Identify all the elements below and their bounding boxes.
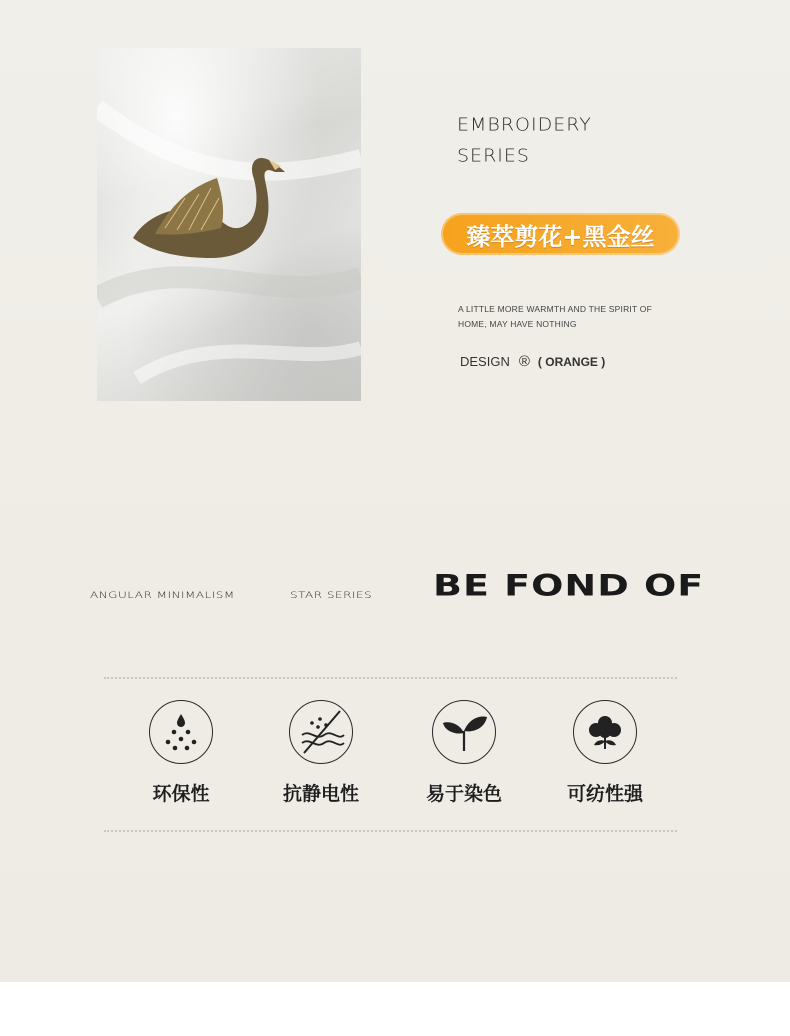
swan-embroidery-icon	[97, 48, 361, 401]
feature-spinnable-label: 可纺性强	[566, 783, 643, 805]
headline-be-fond-of: BE FOND OF	[433, 568, 705, 603]
design-credit	[460, 353, 605, 370]
feature-dyeable-label: 易于染色	[425, 783, 502, 805]
description-line1: A LITTLE MORE WARMTH AND THE SPIRIT OF	[458, 304, 652, 314]
feature-anti-static-circle	[289, 700, 353, 764]
cotton-flower-icon	[574, 701, 636, 763]
tag-angular-minimalism: ANGULAR MINIMALISM	[90, 589, 235, 601]
divider-top	[104, 677, 677, 679]
feature-dyeable-circle	[432, 700, 496, 764]
feature-eco-label: 环保性	[152, 783, 210, 805]
feature-dyeable	[409, 700, 519, 806]
divider-bottom	[104, 830, 677, 832]
design-label: DESIGN	[460, 354, 510, 369]
tag-star-series: STAR SERIES	[290, 589, 373, 601]
description-line2: HOME, MAY HAVE NOTHING	[458, 319, 577, 329]
feature-eco	[126, 700, 236, 806]
water-drops-icon	[150, 701, 212, 763]
registered-mark: ®	[518, 353, 530, 370]
embroidered-swan-photo	[97, 48, 361, 401]
series-title-line1: EMBROIDERY	[457, 114, 592, 136]
feature-anti-static-label: 抗静电性	[282, 783, 359, 805]
feature-anti-static	[266, 700, 376, 806]
design-brand: ( ORANGE )	[537, 354, 606, 369]
leaf-sprout-icon	[433, 701, 495, 763]
series-title-line2: SERIES	[457, 145, 530, 167]
feature-spinnable-circle	[573, 700, 637, 764]
badge-text: 臻萃剪花+黑金丝	[466, 222, 655, 251]
feature-badge	[441, 213, 680, 255]
feature-eco-circle	[149, 700, 213, 764]
anti-static-icon	[290, 701, 352, 763]
feature-spinnable	[550, 700, 660, 806]
